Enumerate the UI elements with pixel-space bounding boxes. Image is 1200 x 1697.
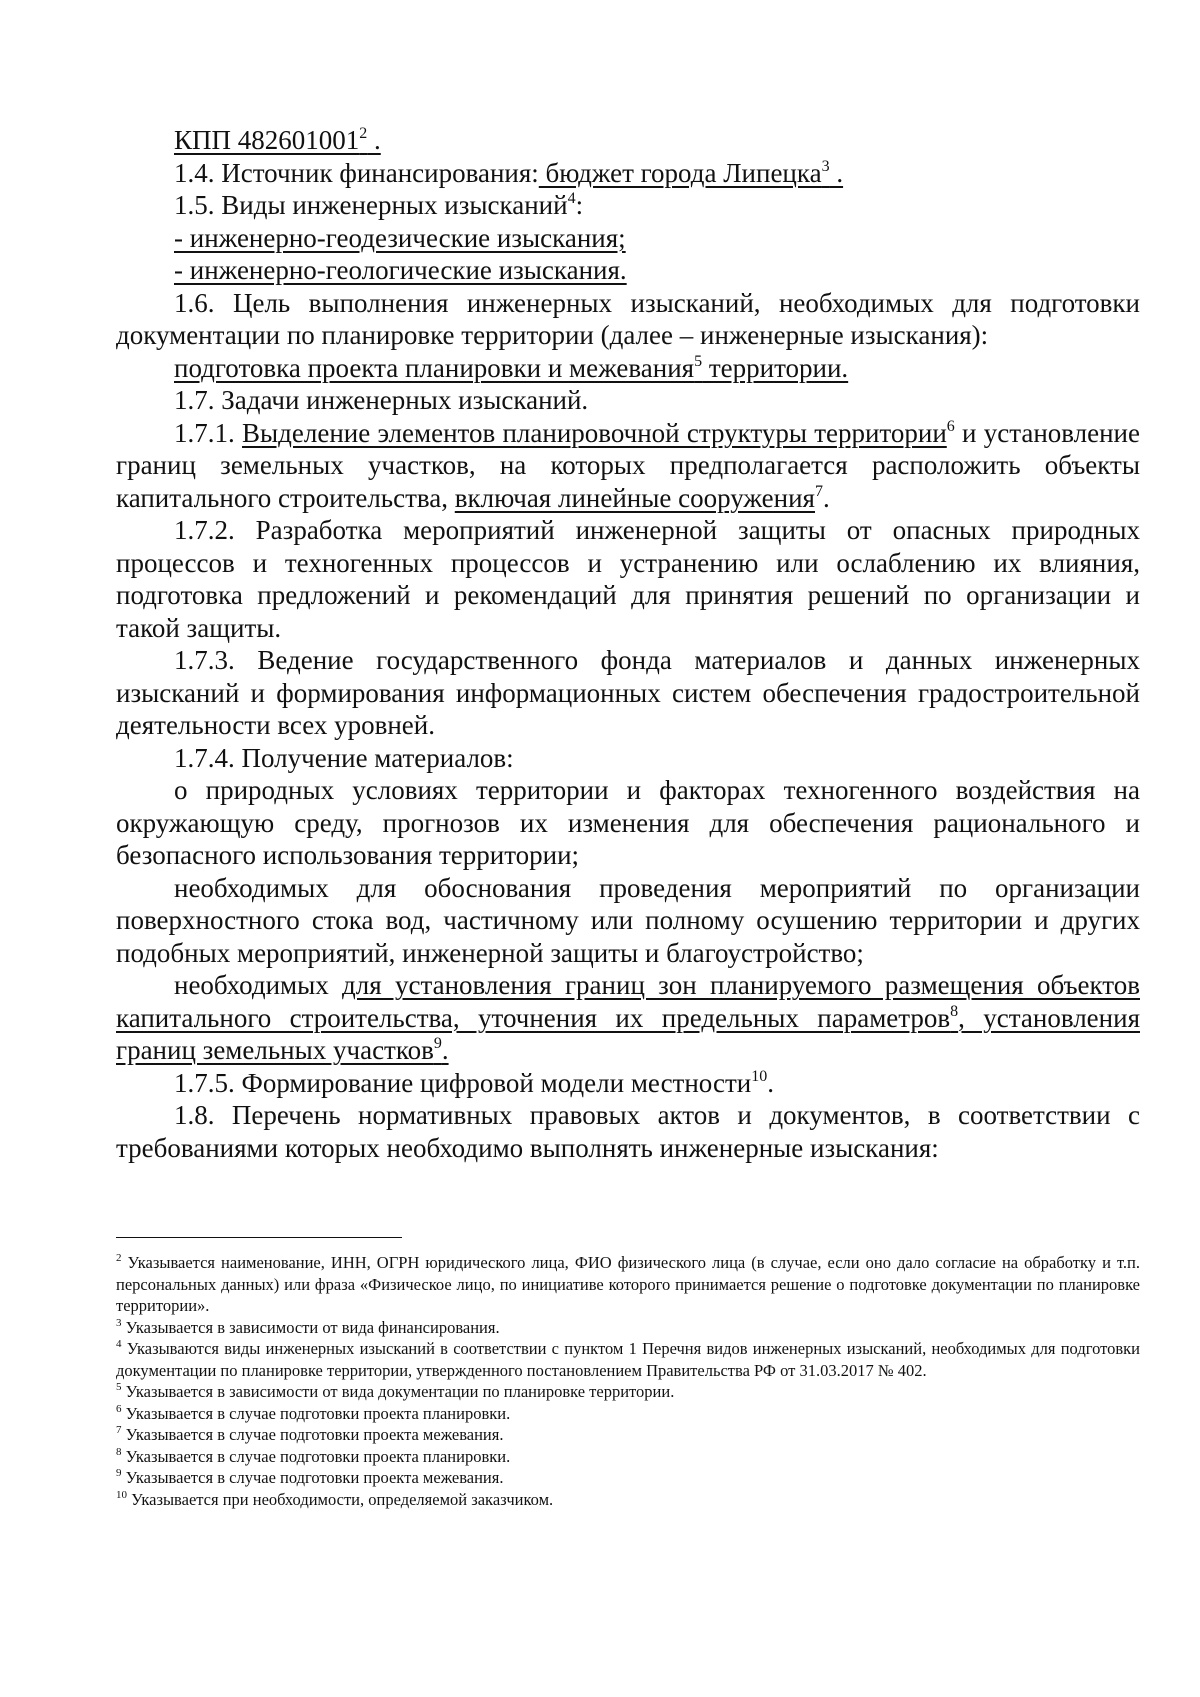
footnote: $^2$ Указывается наименование, ИНН, ОГРН юридического лица, ФИО физического лица (в случае, если оно дало согласие на обработку и т.п. персональных данных) или фраза «Физическое лицо, по инициативе которого принимается решение о подготовке документации по планировке территории». <box>116 1252 1140 1315</box>
task-1-7-5: 1.7.5. Формирование цифровой модели местности$^{10}$. <box>174 1067 774 1098</box>
footnote: $^6$ Указывается в случае подготовки проекта планировки. <box>116 1402 511 1423</box>
regulations-list-heading: 1.8. Перечень нормативных правовых актов и документов, в соответствии с требованиями которых необходимо выполнять инженерные изыскания: <box>116 1100 1140 1163</box>
kpp-value: КПП 482601001$^2$ . <box>174 125 381 155</box>
footnote-mark: 7 <box>116 1424 122 1436</box>
footnotes <box>116 1252 1140 1510</box>
footnote-mark: 9 <box>116 1467 122 1479</box>
survey-goal-value: подготовка проекта планировки и межевания$^5$ территории. <box>174 352 849 383</box>
list-item: - инженерно-геодезические изыскания; <box>174 222 626 253</box>
footnote: $^{10}$ Указывается при необходимости, определяемой заказчиком. <box>116 1488 554 1509</box>
task-1-7-4: 1.7.4. Получение материалов: <box>174 742 514 773</box>
footnote-mark: 8 <box>116 1445 122 1458</box>
footnote-ref[interactable]: 3 <box>821 157 830 175</box>
footnote-separator <box>116 1237 402 1238</box>
survey-goal: 1.6. Цель выполнения инженерных изысканий, необходимых для подготовки документации по планировке территории (далее – инженерные изыскания): <box>116 287 1140 350</box>
survey-types-heading: 1.5. Виды инженерных изысканий$^4$: <box>174 190 584 220</box>
footnote-mark: 6 <box>116 1402 122 1415</box>
financing-source: 1.4. Источник финансирования: бюджет города Липецка$^3$ . <box>174 157 844 188</box>
materials-item: необходимых для обоснования проведения мероприятий по организации поверхностного стока вод, частичному или полному осушению территории и других подобных мероприятий, инженерной защиты и благоустройство; <box>116 872 1140 968</box>
footnote: $^9$ Указывается в случае подготовки проекта межевания. <box>116 1467 504 1487</box>
footnote-mark: 4 <box>116 1338 122 1350</box>
footnote-mark: 2 <box>116 1252 122 1264</box>
materials-item: о природных условиях территории и факторах техногенного воздействия на окружающую среду, прогнозов их изменения для обеспечения рационального и безопасного использования территории; <box>116 775 1140 870</box>
footnote-ref[interactable]: 4 <box>567 190 576 207</box>
task-1-7-3: 1.7.3. Ведение государственного фонда материалов и данных инженерных изысканий и формирования информационных систем обеспечения градостроительной деятельности всех уровней. <box>116 645 1140 740</box>
footnote-ref[interactable]: 10 <box>751 1067 768 1085</box>
footnote-ref[interactable]: 7 <box>814 482 823 500</box>
survey-tasks-heading: 1.7. Задачи инженерных изысканий. <box>174 385 589 415</box>
footnote-ref[interactable]: 2 <box>359 125 368 142</box>
footnote-ref[interactable]: 6 <box>946 417 955 435</box>
footnote: $^8$ Указывается в случае подготовки проекта планировки. <box>116 1445 511 1466</box>
footnote: $^4$ Указываются виды инженерных изысканий в соответствии с пунктом 1 Перечня видов инженерных изысканий, необходимых для подготовки документации по планировке территории, утвержденного постановлением Правительства РФ от 31.03.2017 № 402. <box>116 1338 1140 1380</box>
footnote-ref[interactable]: 5 <box>694 352 703 370</box>
footnote-ref[interactable]: 9 <box>433 1035 442 1052</box>
footnote-mark: 5 <box>116 1381 122 1393</box>
footnote: $^3$ Указывается в зависимости от вида финансирования. <box>116 1316 500 1337</box>
list-item: - инженерно-геологические изыскания. <box>174 255 627 285</box>
task-1-7-2: 1.7.2. Разработка мероприятий инженерной защиты от опасных природных процессов и техногенных процессов и устранению или ослаблению их влияния, подготовка предложений и рекомендаций для принятия решений по организации и такой защиты. <box>116 515 1140 643</box>
materials-item: необходимых для установления границ зон планируемого размещения объектов капитального строительства, уточнения их предельных параметров$^8$, установления границ земельных участков$^9$. <box>116 970 1140 1065</box>
footnote: $^7$ Указывается в случае подготовки проекта межевания. <box>116 1424 504 1444</box>
financing-value: бюджет города Липецка$^3$ . <box>538 157 844 188</box>
kpp-line <box>116 124 1140 157</box>
task-1-7-1: 1.7.1. Выделение элементов планировочной структуры территории$^6$ и установление границ земельных участков, на которых предполагается расположить объекты капитального строительства, включая линейные сооружения$^7$. <box>116 417 1140 513</box>
footnote: $^5$ Указывается в зависимости от вида документации по планировке территории. <box>116 1381 675 1401</box>
footnote-mark: 10 <box>116 1488 127 1501</box>
document-body <box>116 124 1140 1164</box>
footnote-ref[interactable]: 8 <box>950 1002 959 1020</box>
footnote-mark: 3 <box>116 1316 122 1329</box>
